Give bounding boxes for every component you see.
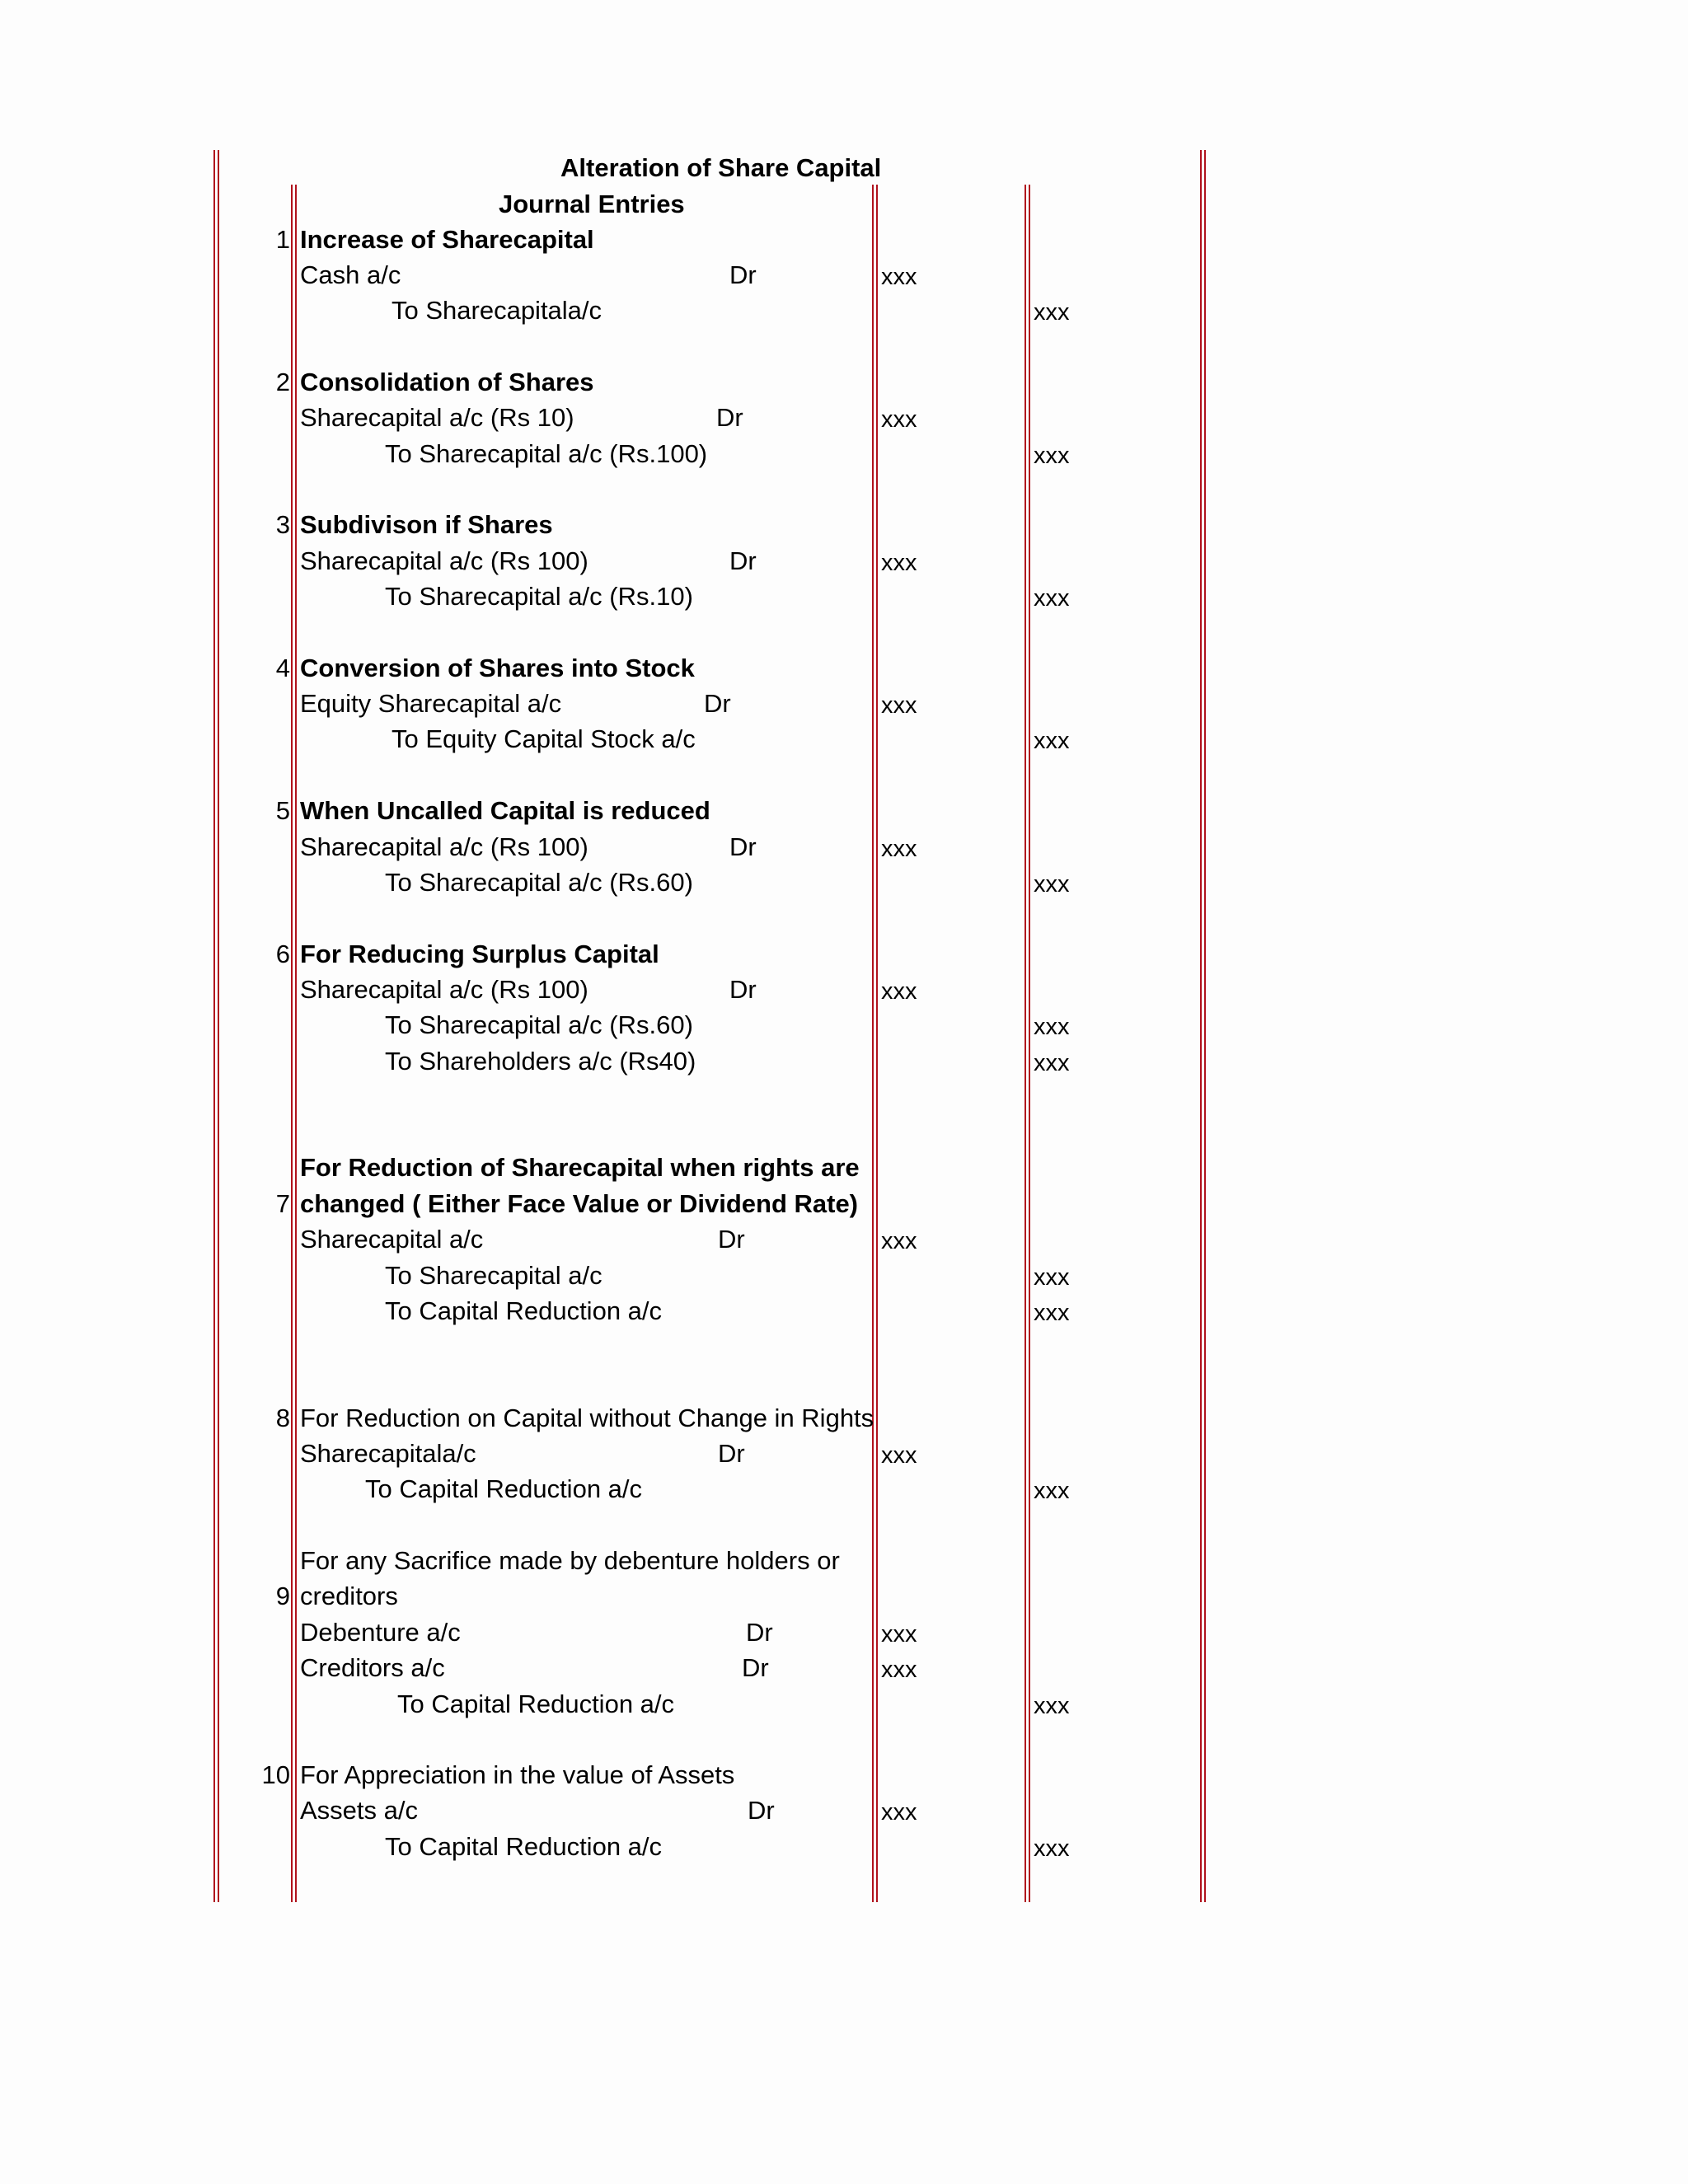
credit-column-rule	[1025, 185, 1030, 1902]
credit-amount: xxx	[1034, 1478, 1070, 1504]
debit-amount: xxx	[881, 1799, 917, 1825]
entry-heading: Consolidation of Shares	[300, 368, 594, 396]
debit-account: Sharecapital a/c (Rs 100)	[300, 832, 588, 861]
entry-heading: Subdivison if Shares	[300, 510, 553, 539]
debit-amount: xxx	[881, 264, 917, 290]
entry-heading-continued: creditors	[300, 1582, 398, 1610]
dr-label: Dr	[718, 1225, 745, 1254]
credit-amount: xxx	[1034, 1050, 1070, 1076]
debit-account: Sharecapitala/c	[300, 1439, 476, 1468]
credit-amount: xxx	[1034, 1014, 1070, 1040]
entry-heading: Conversion of Shares into Stock	[300, 654, 695, 682]
debit-amount: xxx	[881, 1657, 917, 1683]
debit-account: Cash a/c	[300, 260, 401, 289]
entry-heading: Increase of Sharecapital	[300, 225, 594, 254]
debit-amount: xxx	[881, 1228, 917, 1254]
dr-label: Dr	[716, 403, 743, 432]
debit-account: Sharecapital a/c (Rs 100)	[300, 546, 588, 575]
credit-account: To Sharecapital a/c (Rs.100)	[385, 439, 708, 468]
credit-amount: xxx	[1034, 1693, 1070, 1719]
credit-amount: xxx	[1034, 1300, 1070, 1326]
entry-heading: When Uncalled Capital is reduced	[300, 796, 710, 825]
credit-account: To Equity Capital Stock a/c	[392, 724, 696, 753]
debit-column-rule	[872, 185, 878, 1902]
credit-account: To Sharecapital a/c (Rs.60)	[385, 1010, 693, 1039]
credit-account: To Capital Reduction a/c	[385, 1832, 663, 1861]
entry-number: 1	[275, 225, 290, 254]
entry-heading: For Reduction of Sharecapital when rights are	[300, 1153, 860, 1182]
entry-number: 5	[275, 796, 290, 825]
dr-label: Dr	[704, 689, 731, 718]
debit-amount: xxx	[881, 406, 917, 433]
dr-label: Dr	[729, 260, 757, 289]
debit-account: Sharecapital a/c (Rs 10)	[300, 403, 574, 432]
credit-account: To Sharecapitala/c	[392, 296, 603, 325]
page-title: Alteration of Share Capital	[560, 153, 882, 182]
entry-number: 7	[275, 1189, 290, 1218]
credit-account: To Sharecapital a/c (Rs.60)	[385, 868, 693, 897]
credit-amount: xxx	[1034, 443, 1070, 469]
dr-label: Dr	[748, 1796, 775, 1825]
credit-account: To Sharecapital a/c	[385, 1261, 603, 1290]
entry-heading-continued: changed ( Either Face Value or Dividend Rate)	[300, 1189, 859, 1218]
dr-label: Dr	[729, 975, 757, 1004]
entry-number: 8	[275, 1404, 290, 1432]
entry-left-rule	[291, 185, 297, 1902]
credit-account: To Shareholders a/c (Rs40)	[385, 1047, 696, 1076]
page-subtitle: Journal Entries	[499, 190, 685, 218]
entry-number: 4	[275, 654, 290, 682]
dr-label: Dr	[729, 546, 757, 575]
outer-right-rule	[1200, 150, 1206, 1902]
debit-amount: xxx	[881, 836, 917, 862]
debit-account: Creditors a/c	[300, 1653, 445, 1682]
debit-account: Sharecapital a/c	[300, 1225, 484, 1254]
debit-amount: xxx	[881, 1442, 917, 1469]
debit-account: Debenture a/c	[300, 1618, 461, 1647]
entry-heading: For Reduction on Capital without Change in Rights	[300, 1404, 874, 1432]
entry-number: 3	[275, 510, 290, 539]
entry-number: 9	[275, 1582, 290, 1610]
entry-heading: For Reducing Surplus Capital	[300, 940, 659, 968]
dr-label: Dr	[742, 1653, 769, 1682]
credit-account: To Capital Reduction a/c	[385, 1296, 663, 1325]
dr-label: Dr	[718, 1439, 745, 1468]
dr-label: Dr	[729, 832, 757, 861]
credit-amount: xxx	[1034, 871, 1070, 898]
credit-account: To Capital Reduction a/c	[397, 1690, 675, 1718]
debit-amount: xxx	[881, 550, 917, 576]
entry-number: 6	[275, 940, 290, 968]
credit-amount: xxx	[1034, 728, 1070, 754]
credit-amount: xxx	[1034, 585, 1070, 612]
credit-account: To Capital Reduction a/c	[365, 1474, 643, 1503]
entry-heading: For any Sacrifice made by debenture holders or	[300, 1546, 840, 1575]
debit-amount: xxx	[881, 692, 917, 719]
debit-amount: xxx	[881, 1621, 917, 1647]
entry-heading: For Appreciation in the value of Assets	[300, 1760, 735, 1789]
debit-account: Sharecapital a/c (Rs 100)	[300, 975, 588, 1004]
debit-amount: xxx	[881, 978, 917, 1005]
credit-amount: xxx	[1034, 1264, 1070, 1291]
entry-number: 10	[261, 1760, 290, 1789]
entry-number: 2	[275, 368, 290, 396]
credit-account: To Sharecapital a/c (Rs.10)	[385, 582, 693, 611]
debit-account: Assets a/c	[300, 1796, 418, 1825]
debit-account: Equity Sharecapital a/c	[300, 689, 562, 718]
credit-amount: xxx	[1034, 299, 1070, 326]
outer-left-rule	[213, 150, 219, 1902]
credit-amount: xxx	[1034, 1835, 1070, 1862]
dr-label: Dr	[746, 1618, 773, 1647]
